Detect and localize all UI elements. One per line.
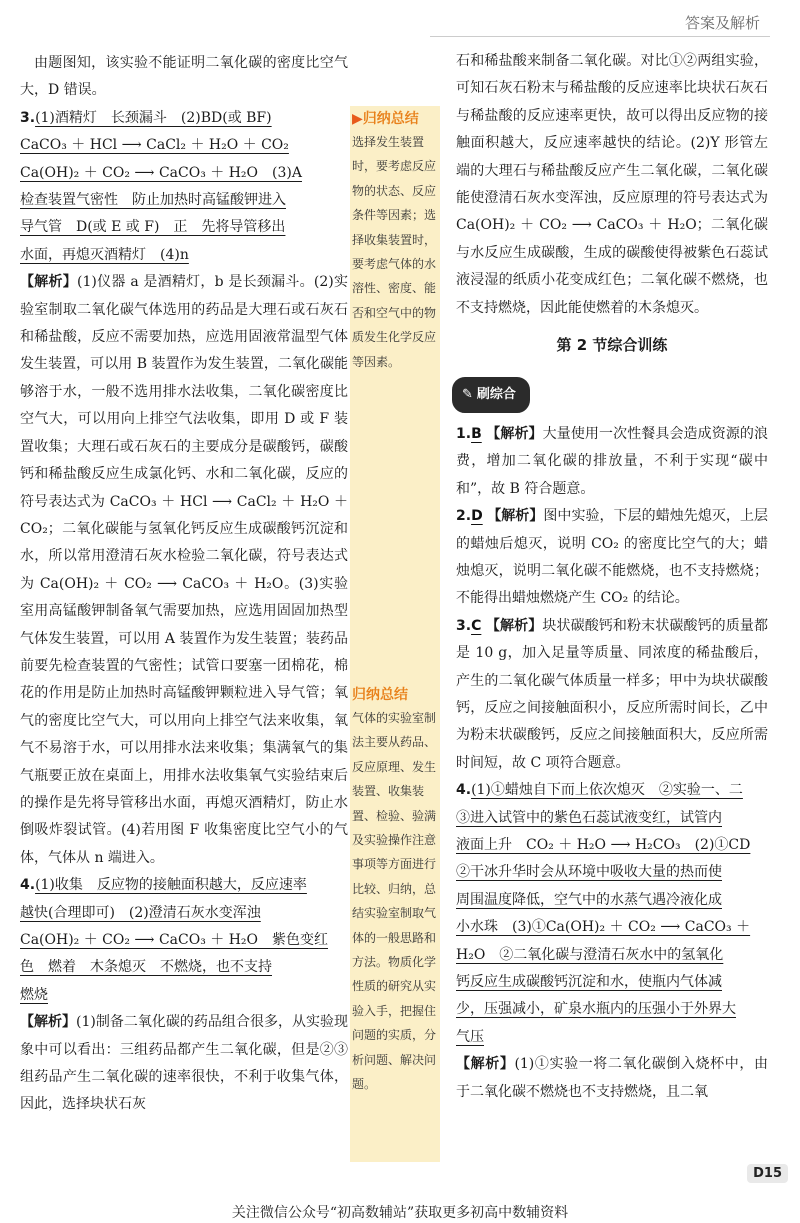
q1-number: 1. bbox=[456, 425, 472, 442]
right-q4 bbox=[456, 777, 768, 1106]
right-q2 bbox=[456, 503, 768, 613]
left-column bbox=[20, 50, 348, 1119]
q3-analysis: 块状碳酸钙和粉末状碳酸钙的质量都是 10 g，加入足量等质量、同浓度的稀盐酸后，产生的二氧化碳气体质量一样多；甲中为块状碳酸钙，反应之间接触面积小，反应所需时间长，乙中为粉末状碳酸钙，反应之间接触面积大，反应所需时间短，故 C 项符合题意。 bbox=[456, 617, 769, 771]
footer-note: 关注微信公众号“初高数辅站”获取更多初高中数辅资料 bbox=[231, 1205, 569, 1221]
right-column bbox=[456, 48, 768, 1106]
q4-analysis-tag: 【解析】 bbox=[456, 1056, 515, 1073]
q4-answer-line: 气压 bbox=[456, 1028, 484, 1045]
right-intro: 石和稀盐酸来制备二氧化碳。对比①②两组实验，可知石灰石粉末与稀盐酸的反应速率比块状石灰石与稀盐酸的反应速率更快，故可以得出反应物的接触面积越大，反应速率越快的结论。(2)Y 形管左端的大理石与稀盐酸反应产生二氧化碳，二氧化碳能使澄清石灰水变浑浊，反应原理的符号表达式为 Ca(OH)₂ ＋ CO₂ ⟶ CaCO₃ ＋ H₂O；二氧化碳与水反应生成碳酸，生成的碳酸使得被紫色石蕊试液浸湿的纸质小花变成红色；二氧化碳不燃烧，也不支持燃烧，因此能使燃着的木条熄灭。 bbox=[456, 53, 768, 316]
section-badge bbox=[452, 377, 530, 412]
page-number: D15 bbox=[747, 1164, 788, 1183]
q3-analysis: (1)仪器 a 是酒精灯，b 是长颈漏斗。(2)实验室制取二氧化碳气体选用的药品是大理石或石灰石和稀盐酸，反应不需要加热，应选用固液常温型气体发生装置，可以用 B 装置作为发生装置，二氧化碳能够溶于水，一般不选用排水法收集，二氧化碳密度比空气大，可以用向上排空气法收集，即用 D 或 F 装置收集；大理石或石灰石的主要成分是碳酸钙，碳酸钙和稀盐酸反应生成氯化钙、水和二氧化碳，反应的符号表达式为 CaCO₃ ＋ HCl ⟶ CaCl₂ ＋ H₂O ＋ CO₂；二氧化碳能与氢氧化钙反应生成碳酸钙沉淀和水，所以常用澄清石灰水检验二氧化碳，符号表达式为 Ca(OH)₂ ＋ CO₂ ⟶ CaCO₃ ＋ H₂O。(3)实验室用高锰酸钾制备氧气需要加热，应选用固固加热型气体发生装置，可以用 A 装置作为发生装置；装药品前要先检查装置的气密性；试管口要塞一团棉花，棉花的作用是防止加热时高锰酸钾颗粒进入导气管；氧气的密度比空气大，可以用向上排空气法来收集，氧气不易溶于水，可以用排水法来收集；集满氧气的集气瓶要正放在桌面上，用排水法收集氧气实验结束后的操作是先将导管移出水面，再熄灭酒精灯，防止水倒吸炸裂试管。(4)若用图 F 收集密度比空气小的气体，气体从 n 端进入。 bbox=[20, 274, 348, 866]
q3-answer-line: CaCO₃ ＋ HCl ⟶ CaCl₂ ＋ H₂O ＋ CO₂ bbox=[20, 137, 289, 154]
q4-answer-line: (1)①蜡烛自下而上依次熄灭 ②实验一、二 bbox=[471, 782, 743, 799]
header-rule bbox=[430, 36, 770, 37]
q2-analysis-tag: 【解析】 bbox=[487, 508, 544, 525]
tip-text: 选择发生装置时，要考虑反应物的状态、反应条件等因素；选择收集装置时，要考虑气体的水溶性、密度、能否和空气中的物质发生化学反应等因素。 bbox=[352, 135, 437, 369]
tip-title: 归纳总结 bbox=[362, 111, 419, 127]
q3-number: 3. bbox=[20, 109, 36, 126]
q4-analysis: (1)制备二氧化碳的药品组合很多，从实验现象中可以看出：三组药品都产生二氧化碳，但是②③组药品产生二氧化碳的速率很快，不利于收集气体，因此，选择块状石灰 bbox=[20, 1014, 348, 1113]
q4-number: 4. bbox=[456, 782, 472, 799]
q3-answer-line: 水面，再熄灭酒精灯 (4)n bbox=[20, 246, 189, 263]
badge-label: 刷综合 bbox=[476, 387, 516, 403]
q3-answer-line: 检查装置气密性 防止加热时高锰酸钾进入 bbox=[20, 192, 286, 209]
q1-answer: B bbox=[471, 425, 482, 442]
q4-answer-line: 周围温度降低，空气中的水蒸气遇冷液化成 bbox=[456, 891, 722, 908]
q3-analysis-tag: 【解析】 bbox=[485, 617, 543, 634]
q2-number: 2. bbox=[456, 508, 472, 525]
tip-text: 气体的实验室制法主要从药品、反应原理、发生装置、收集装置、检验、验满及实验操作注意事项等方面进行比较、归纳，总结实验室制取气体的一般思路和方法。物质化学性质的研究从实验入手，把握住问题的实质，分析问题、解决问题。 bbox=[352, 711, 437, 1092]
q4-answer-line: ③进入试管中的紫色石蕊试液变红，试管内 bbox=[456, 809, 722, 826]
q2-answer: D bbox=[471, 508, 483, 525]
right-q3 bbox=[456, 613, 768, 777]
left-intro: 由题图知，该实验不能证明二氧化碳的密度比空气大，D 错误。 bbox=[20, 55, 348, 99]
q2-analysis: 图中实验，下层的蜡烛先熄灭，上层的蜡烛后熄灭，说明 CO₂ 的密度比空气的大；蜡烛熄灭，说明二氧化碳不能燃烧，也不支持燃烧；不能得出蜡烛燃烧产生 CO₂ 的结论。 bbox=[456, 508, 769, 607]
q4-analysis-tag: 【解析】 bbox=[20, 1014, 77, 1031]
q4-answer-line: 少，压强减小，矿泉水瓶内的压强小于外界大 bbox=[456, 1001, 736, 1018]
q4-answer-line: 钙反应生成碳酸钙沉淀和水，使瓶内气体减 bbox=[456, 974, 722, 990]
left-q4 bbox=[20, 872, 348, 1119]
q1-analysis-tag: 【解析】 bbox=[486, 425, 543, 442]
tip-box-2 bbox=[352, 684, 438, 1097]
left-q3 bbox=[20, 105, 348, 872]
q3-answer-line: (1)酒精灯 长颈漏斗 (2)BD(或 BF) bbox=[35, 109, 272, 126]
q4-analysis: (1)①实验一将二氧化碳倒入烧杯中，由于二氧化碳不燃烧也不支持燃烧，且二氧 bbox=[456, 1056, 768, 1100]
q4-answer-line: 色 燃着 木条熄灭 不燃烧，也不支持 bbox=[20, 959, 272, 976]
tip-box-1 bbox=[352, 108, 438, 374]
q4-answer-line: 液面上升 CO₂ ＋ H₂O ⟶ H₂CO₃ (2)①CD bbox=[456, 836, 751, 853]
q4-answer-line: ②干冰升华时会从环境中吸收大量的热而使 bbox=[456, 864, 722, 881]
tip-title: 归纳总结 bbox=[352, 687, 408, 703]
q3-answer-line: 导气管 D(或 E 或 F) 正 先将导管移出 bbox=[20, 219, 286, 236]
q3-number: 3. bbox=[456, 617, 472, 634]
q4-answer-line: 越快(合理即可) (2)澄清石灰水变浑浊 bbox=[20, 904, 261, 921]
pen-icon: ✎ bbox=[462, 387, 473, 403]
q4-answer-line: Ca(OH)₂ ＋ CO₂ ⟶ CaCO₃ ＋ H₂O 紫色变红 bbox=[20, 932, 329, 948]
q3-answer bbox=[20, 105, 348, 269]
section-title: 第 2 节综合训练 bbox=[556, 336, 668, 355]
arrow-icon: ▶ bbox=[352, 111, 363, 127]
right-q1 bbox=[456, 421, 768, 503]
q3-answer-line: Ca(OH)₂ ＋ CO₂ ⟶ CaCO₃ ＋ H₂O (3)A bbox=[20, 164, 302, 181]
q4-answer-line: 小水珠 (3)①Ca(OH)₂ ＋ CO₂ ⟶ CaCO₃ ＋ bbox=[456, 919, 751, 936]
q4-answer-line: 燃烧 bbox=[20, 986, 48, 1003]
q4-answer-line: H₂O ②二氧化碳与澄清石灰水中的氢氧化 bbox=[456, 946, 724, 963]
q3-analysis-tag: 【解析】 bbox=[20, 274, 78, 291]
q4-answer-line: (1)收集 反应物的接触面积越大，反应速率 bbox=[35, 877, 307, 894]
q4-number: 4. bbox=[20, 877, 36, 894]
q4-answer bbox=[20, 872, 348, 1009]
header-title: 答案及解析 bbox=[684, 14, 760, 32]
q3-answer: C bbox=[471, 617, 482, 634]
q1-analysis: 大量使用一次性餐具会造成资源的浪费，增加二氧化碳的排放量，不利于实现“碳中和”，故 B 符合题意。 bbox=[456, 425, 769, 497]
